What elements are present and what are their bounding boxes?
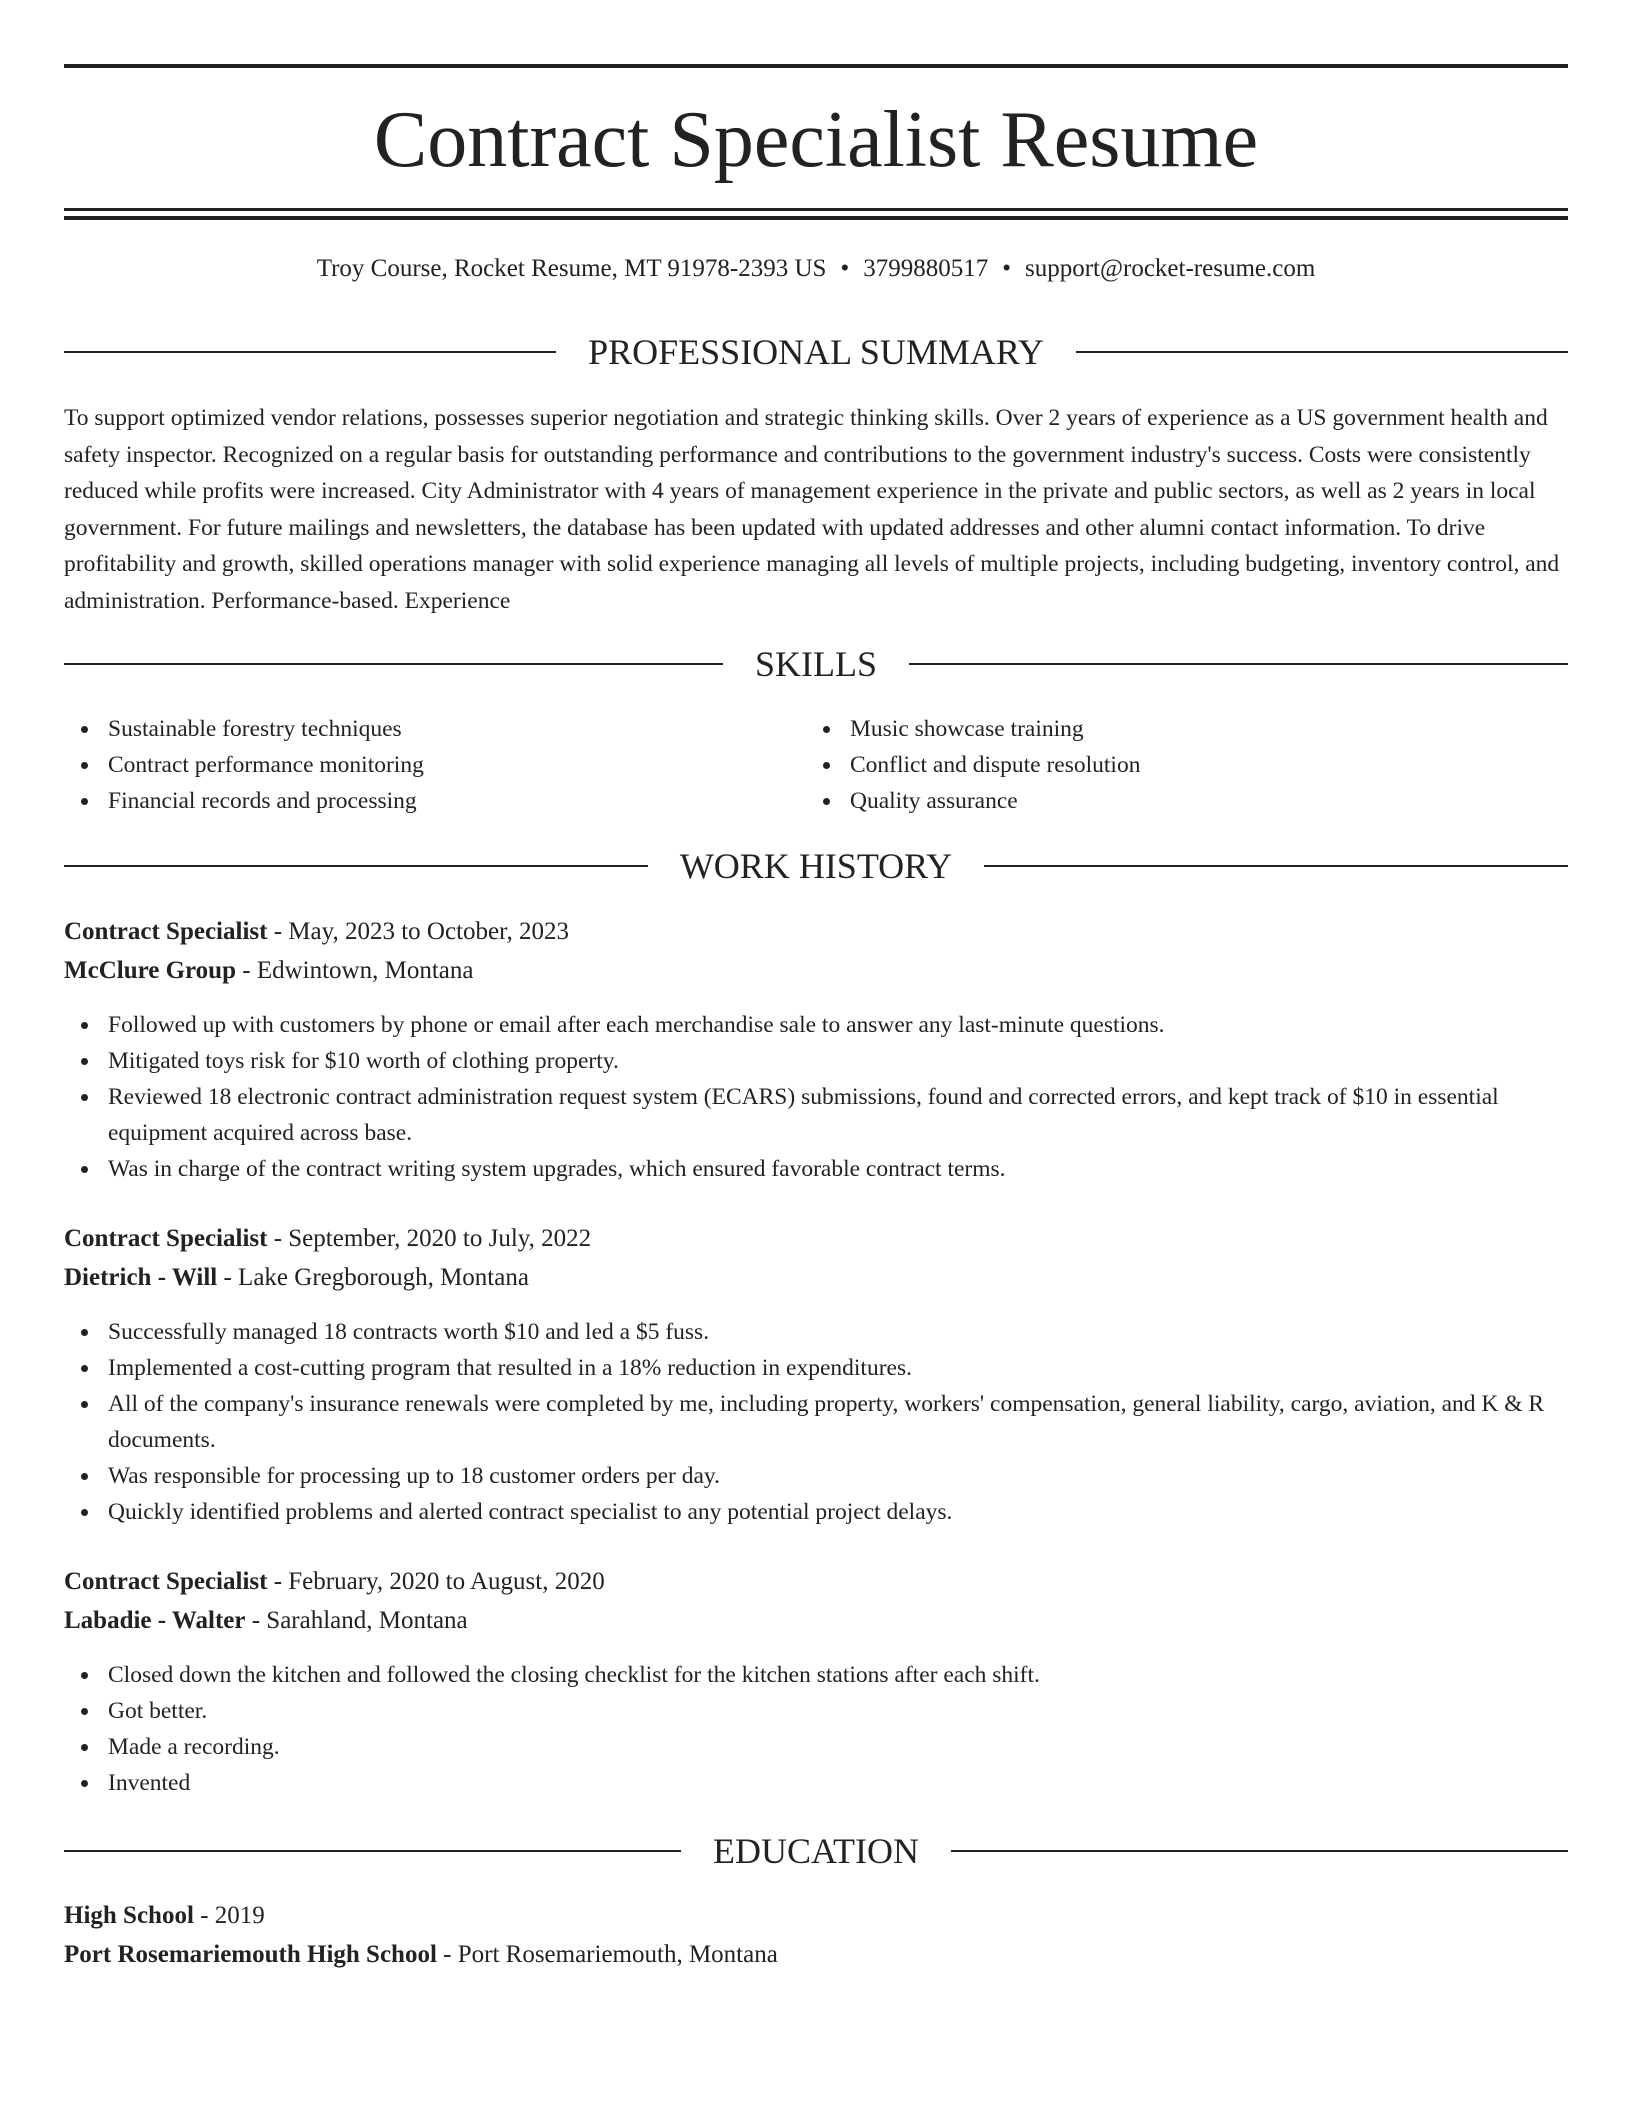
job-bullet: Successfully managed 18 contracts worth $10 and led a $5 fuss. [64,1314,1568,1350]
section-heading-skills [64,642,1568,686]
skill-item: Music showcase training [806,711,1506,747]
skill-item: Quality assurance [806,783,1506,819]
job-bullets [64,1657,1568,1801]
job-title: Contract Specialist [64,1568,268,1595]
job-title: Contract Specialist [64,918,268,945]
job-dates: - May, 2023 to October, 2023 [267,918,569,945]
contact-phone: 3799880517 [863,255,989,282]
job-location: - Edwintown, Montana [236,957,474,984]
section-heading-education [64,1829,1568,1873]
education-school-line [64,1937,1568,1973]
job-bullet: Reviewed 18 electronic contract administration request system (ECARS) submissions, found and corrected errors, and kept track of $10 in essential equipment acquired across base. [64,1079,1568,1151]
job-entry [64,1564,1568,1801]
contact-email: support@rocket-resume.com [1024,255,1316,282]
job-bullet: Made a recording. [64,1729,1568,1765]
professional-summary: To support optimized vendor relations, possesses superior negotiation and strategic thinking skills. Over 2 years of experience as a US government health and safety inspector. Recognized on a regular basis for outstanding performance and contributions to the government industry's success. Costs were consistently reduced while profits were increased. City Administrator with 4 years of management experience in the private and public sectors, as well as 2 years in local government. For future mailings and newsletters, the database has been updated with updated addresses and other alumni contact information. To drive profitability and growth, skilled operations manager with solid experience managing all levels of multiple projects, including budgeting, inventory control, and administration. Performance-based. Experience [64,405,1560,614]
skill-item: Conflict and dispute resolution [806,747,1506,783]
education-degree-line [64,1898,1568,1934]
education-year: - 2019 [193,1902,265,1929]
heading-rule [1076,351,1568,353]
job-dates: - February, 2020 to August, 2020 [267,1568,605,1595]
skill-item: Contract performance monitoring [64,747,764,783]
heading-rule [64,1850,681,1852]
resume-title: Contract Specialist Resume [373,96,1259,184]
contact-separator: • [840,255,850,282]
section-heading-summary [64,330,1568,374]
heading-rule [909,663,1568,665]
section-title: PROFESSIONAL SUMMARY [588,332,1044,372]
skills-column-right [806,711,1506,819]
job-bullet: Was responsible for processing up to 18 customer orders per day. [64,1458,1568,1494]
job-title-line [64,1564,1568,1600]
job-bullet: Implemented a cost-cutting program that resulted in a 18% reduction in expenditures. [64,1350,1568,1386]
section-title: EDUCATION [713,1831,919,1871]
job-bullet: All of the company's insurance renewals were completed by me, including property, workers' compensation, general liability, cargo, aviation, and K & R documents. [64,1386,1568,1458]
job-company-line [64,1603,1568,1639]
contact-line [64,252,1568,286]
job-company: McClure Group [64,957,236,984]
heading-rule [951,1850,1568,1852]
job-title: Contract Specialist [64,1225,268,1252]
skill-item: Sustainable forestry techniques [64,711,764,747]
job-entry [64,914,1568,1187]
heading-rule [64,865,648,867]
job-bullet: Closed down the kitchen and followed the closing checklist for the kitchen stations after each shift. [64,1657,1568,1693]
job-title-line [64,914,1568,950]
job-bullet: Invented [64,1765,1568,1801]
job-bullet: Mitigated toys risk for $10 worth of clothing property. [64,1043,1568,1079]
job-dates: - September, 2020 to July, 2022 [267,1225,592,1252]
education-location: - Port Rosemariemouth, Montana [436,1941,778,1968]
section-title: WORK HISTORY [679,846,953,886]
job-bullets [64,1314,1568,1530]
job-bullet: Quickly identified problems and alerted contract specialist to any potential project delays. [64,1494,1568,1530]
job-location: - Lake Gregborough, Montana [217,1264,529,1291]
job-company-line [64,1260,1568,1296]
job-bullets [64,1007,1568,1187]
skill-item: Financial records and processing [64,783,764,819]
job-title-line [64,1221,1568,1257]
job-company-line [64,953,1568,989]
title-double-rule [64,208,1568,220]
heading-rule [984,865,1568,867]
education-degree: High School [64,1902,194,1929]
contact-address: Troy Course, Rocket Resume, MT 91978-2393 US [316,255,827,282]
heading-rule [64,351,556,353]
skills-column-left [64,711,764,819]
education-entry [64,1898,1568,1973]
job-bullet: Was in charge of the contract writing system upgrades, which ensured favorable contract terms. [64,1151,1568,1187]
job-location: - Sarahland, Montana [245,1607,468,1634]
top-rule [64,64,1568,68]
heading-rule [64,663,723,665]
job-bullet: Got better. [64,1693,1568,1729]
education-school: Port Rosemariemouth High School [64,1941,437,1968]
section-heading-work-history [64,844,1568,888]
job-company: Dietrich - Will [64,1264,218,1291]
job-company: Labadie - Walter [64,1607,246,1634]
contact-separator: • [1002,255,1011,282]
job-bullet: Followed up with customers by phone or email after each merchandise sale to answer any last-minute questions. [64,1007,1568,1043]
job-entry [64,1221,1568,1530]
section-title: SKILLS [755,644,878,684]
